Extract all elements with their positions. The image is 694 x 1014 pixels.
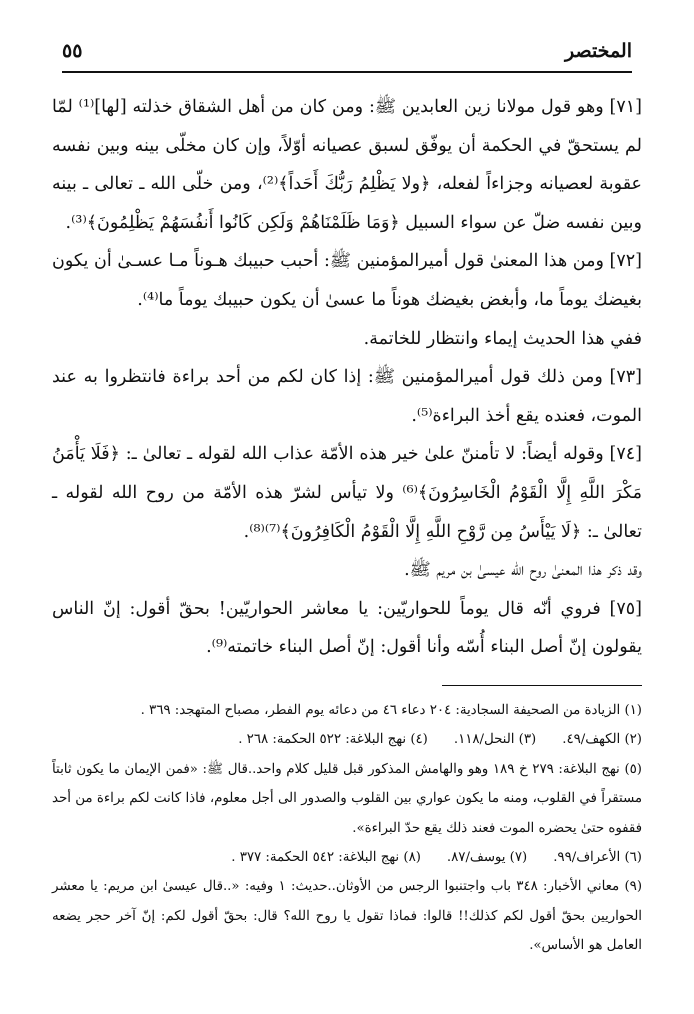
paragraph-isa: وقد ذكر هذا المعنىٰ روح الله عيسىٰ بن مريم ﷺ.	[404, 560, 642, 581]
paragraph-71: [٧١] وهو قول مولانا زين العابدين ﷺ: ومن كان من أهل الشقاق خذلته [لها]⁽¹⁾ لمّا لم يستحقّ في الحكمة أن يوفّق لسبق عصيانه أوّلاً، وإن كان مخلّى بينه وبين نفسه عقوبة لعصيانه وجزاءاً لفعله، ﴿ولا يَظْلِمُ رَبُّكَ أَحَداً﴾⁽²⁾، ومن خلّى الله ـ تعالى ـ بينه وبين نفسه ضلّ عن سواء السبيل ﴿وَمَا ظَلَمْنَاهُمْ وَلَكِن كَانُوا أَنفُسَهُمْ يَظْلِمُونَ﴾⁽³⁾.	[52, 97, 642, 233]
footnotes	[52, 696, 642, 961]
paragraph-72: [٧٢] ومن هذا المعنىٰ قول أميرالمؤمنين ﷺ: أحبب حبيبك هـوناً مـا عسـىٰ أن يكون بغيضك يوماً ما، وأبغض بغيضك هوناً ما عسىٰ أن يكون حبيبك يوماً ما⁽⁴⁾.	[52, 251, 642, 310]
footnote-6: (٦) الأعراف/٩٩.	[553, 850, 642, 866]
footnote-1: (١) الزيادة من الصحيفة السجادية: ٢٠٤ دعاء ٤٦ من دعائه يوم الفطر، مصباح المتهجد: ٣٦٩ .	[140, 703, 642, 718]
footnote-row-2-4	[52, 725, 642, 754]
paragraph-comment: ففي هذا الحديث إيماء وانتظار للخاتمة.	[363, 328, 642, 349]
header-rule	[62, 71, 632, 73]
footnote-5: (٥) نهج البلاغة: ٢٧٩ خ ١٨٩ وهو والهامش المذكور قبل قليل كلام واحد..قال ﷺ: «فمن الإيمان ما يكون ثابتاً مستقراً في القلوب، ومنه ما يكون عواري بين القلوب والصدور الى أجل معلوم، فاذا كانت لكم براءة من أحد فقفوه حتىٰ يحضره الموت فعند ذلك يقع حدّ البراءة».	[52, 761, 642, 836]
footnote-2: (٢) الكهف/٤٩.	[562, 732, 642, 748]
footnote-rule	[442, 685, 642, 686]
paragraph-75: [٧٥] فروي أنّه قال يوماً للحواريّين: يا معاشر الحواريّين! بحقّ أقول: إنّ الناس يقولون إنّ أصل البناء أُسّه وأنا أقول: إنّ أصل البناء خاتمته⁽⁹⁾.	[52, 598, 642, 658]
footnote-row-6-8	[52, 843, 642, 872]
running-title: المختصر	[564, 40, 632, 62]
main-text	[52, 88, 642, 667]
footnote-9: (٩) معاني الأخبار: ٣٤٨ باب واجتنبوا الرجس من الأوثان..حديث: ١ وفيه: «..قال عيسىٰ ابن مريم: يا معشر الحواريين بحقّ أقول لكم كذلك!! قالوا: فماذا تقول يا روح الله؟ قال: بحقّ أقول لكم: إنّ آخر حجر يضعه العامل هو الأساس».	[52, 879, 643, 954]
footnote-8: (٨) نهج البلاغة: ٥٤٢ الحكمة: ٣٧٧ .	[231, 850, 421, 866]
page-header	[62, 40, 632, 70]
paragraph-74: [٧٤] وقوله أيضاً: لا تأمننّ علىٰ خير هذه الأمّة عذاب الله لقوله ـ تعالىٰ ـ: ﴿فَلَا يَأْمَنُ مَكْرَ اللَّهِ إِلَّا الْقَوْمُ الْخَاسِرُونَ﴾⁽⁶⁾ ولا تيأس لشرّ هذه الأمّة من روح الله لقوله ـ تعالىٰ ـ: ﴿لَا يَيْأَسُ مِن رَّوْحِ اللَّهِ إِلَّا الْقَوْمُ الْكَافِرُونَ﴾⁽⁷⁾⁽⁸⁾.	[52, 444, 642, 542]
footnote-7: (٧) يوسف/٨٧.	[446, 850, 528, 866]
footnote-4: (٤) نهج البلاغة: ٥٢٢ الحكمة: ٢٦٨ .	[238, 732, 428, 748]
footnote-3: (٣) النحل/١١٨.	[453, 732, 537, 748]
page-number: ٥٥	[62, 40, 83, 62]
paragraph-73: [٧٣] ومن ذلك قول أميرالمؤمنين ﷺ: إذا كان لكم من أحد براءة فانتظروا به عند الموت، فعنده يقع أخذ البراءة⁽⁵⁾.	[52, 367, 642, 426]
